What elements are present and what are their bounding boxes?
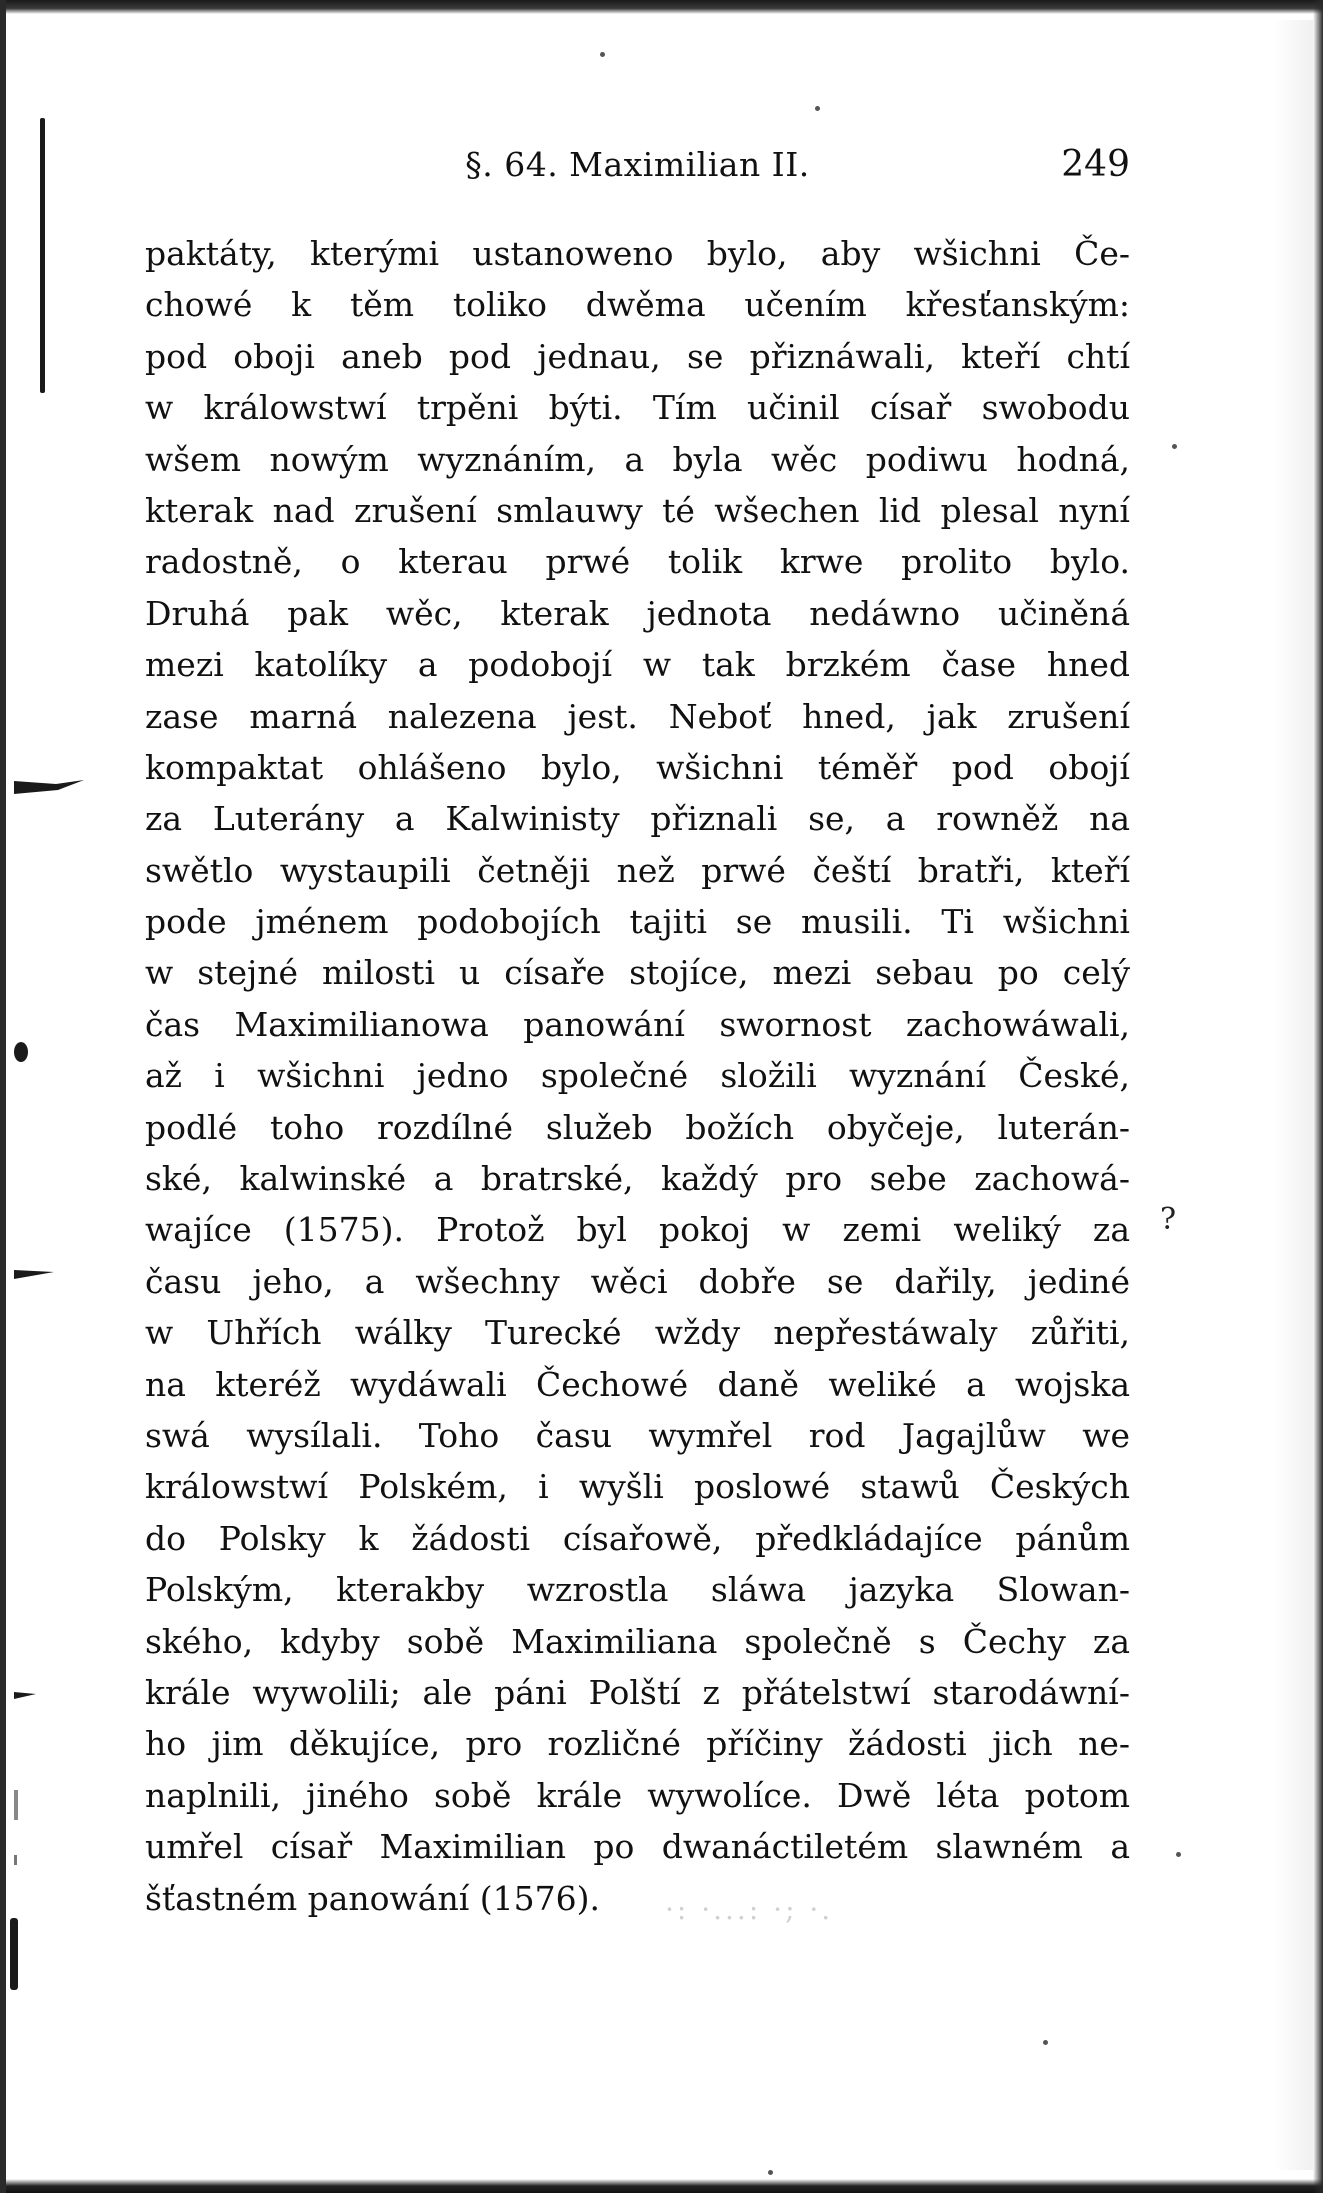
text-line: na kteréž wydáwali Čechowé daně weliké a wojska: [145, 1364, 1130, 1404]
text-line: radostně, o kterau prwé tolik krwe prolito bylo.: [145, 542, 1130, 582]
bleed-through-text: ·: ·...: ·; ·.: [665, 1893, 834, 1926]
text-line: naplnili, jiného sobě krále wywolíce. Dwě léta potom: [145, 1775, 1130, 1815]
margin-arrow-mark: [14, 778, 84, 796]
text-line: swá wysílali. Toho času wymřel rod Jagajlůw we: [145, 1415, 1130, 1455]
text-line: swětlo wystaupili četněji než prwé čeští bratři, kteří: [145, 850, 1130, 890]
scan-edge-left: [0, 0, 6, 2193]
margin-dot-mark: [14, 1042, 28, 1062]
text-line: kompaktat ohlášeno bylo, wšichni téměř pod obojí: [145, 747, 1130, 787]
text-line: ské, kalwinské a bratrské, každý pro sebe zachowá-: [145, 1159, 1130, 1199]
text-line: času jeho, a wšechny wěci dobře se dařily, jediné: [145, 1261, 1130, 1301]
text-line: pod oboji aneb pod jednau, se přiznáwali, kteří chtí: [145, 336, 1130, 376]
margin-note: ?: [1160, 1202, 1177, 1237]
text-line: wajíce (1575). Protož byl pokoj w zemi weliký za: [145, 1210, 1130, 1250]
text-line: w králowstwí trpěni býti. Tím učinil císař swobodu: [145, 388, 1130, 428]
text-line: šťastném panowání (1576).: [145, 1878, 600, 1918]
text-line: Polským, kterakby wzrostla sláwa jazyka Slowan-: [145, 1570, 1130, 1610]
text-line: do Polsky k žádosti císařowě, předkládajíce pánům: [145, 1518, 1130, 1558]
scan-speck: [815, 106, 820, 111]
text-line: ského, kdyby sobě Maximiliana společně s Čechy za: [145, 1621, 1130, 1661]
text-line: krále wywolili; ale páni Polští z přátelstwí starodáwní-: [145, 1672, 1130, 1712]
text-line: mezi katolíky a podobojí w tak brzkém čase hned: [145, 645, 1130, 685]
text-line: až i wšichni jedno společné složili wyznání České,: [145, 1056, 1130, 1096]
text-line: králowstwí Polském, i wyšli poslowé stawů Českých: [145, 1467, 1130, 1507]
scan-speck: [1043, 2040, 1048, 2045]
page-number: 249: [1061, 144, 1130, 185]
body-text: [145, 228, 1130, 1924]
text-line: umřel císař Maximilian po dwanáctiletém slawném a: [145, 1827, 1130, 1867]
text-line: paktáty, kterými ustanoweno bylo, aby wšichni Če-: [145, 234, 1130, 273]
text-line: kterak nad zrušení smlauwy té wšechen lid plesal nyní: [145, 490, 1130, 530]
scan-edge-right: [1313, 0, 1323, 2193]
scan-speck: [768, 2170, 773, 2175]
text-line: wšem nowým wyznáním, a byla wěc podiwu hodná,: [145, 439, 1130, 479]
margin-tick-mark: [14, 1790, 18, 1820]
scan-speck: [600, 52, 605, 57]
scan-edge-bottom: [0, 2179, 1323, 2193]
text-line: w Uhřích wálky Turecké wždy nepřestáwaly zůřiti,: [145, 1313, 1130, 1353]
scan-speck: [1172, 444, 1177, 449]
text-line: podlé toho rozdílné služeb božích obyčeje, luterán-: [145, 1107, 1130, 1147]
margin-bar-mark: [40, 118, 45, 393]
text-line: zase marná nalezena jest. Neboť hned, jak zrušení: [145, 696, 1130, 736]
running-head: §. 64. Maximilian II.: [465, 145, 810, 184]
margin-tick-mark-2: [14, 1855, 17, 1865]
text-line: Druhá pak wěc, kterak jednota nedáwno učiněná: [145, 593, 1130, 633]
margin-arrow-mark-2: [14, 1268, 54, 1280]
text-line: w stejné milosti u císaře stojíce, mezi sebau po celý: [145, 953, 1130, 993]
text-line: pode jménem podobojích tajiti se musili. Ti wšichni: [145, 902, 1130, 942]
scan-edge-top: [0, 0, 1323, 14]
text-line: čas Maximilianowa panowání swornost zachowáwali,: [145, 1004, 1130, 1044]
page-curl-shadow: [1273, 20, 1313, 2170]
margin-arrow-mark-3: [14, 1690, 36, 1700]
text-line: ho jim děkujíce, pro rozličné příčiny žádosti jich ne-: [145, 1724, 1130, 1764]
text-line: chowé k těm toliko dwěma učením křesťanským:: [145, 285, 1130, 325]
scan-speck: [1176, 1852, 1181, 1857]
text-line: za Luterány a Kalwinisty přiznali se, a rowněž na: [145, 799, 1130, 839]
margin-bar-mark-2: [10, 1918, 18, 1990]
page-header: [145, 142, 1130, 188]
